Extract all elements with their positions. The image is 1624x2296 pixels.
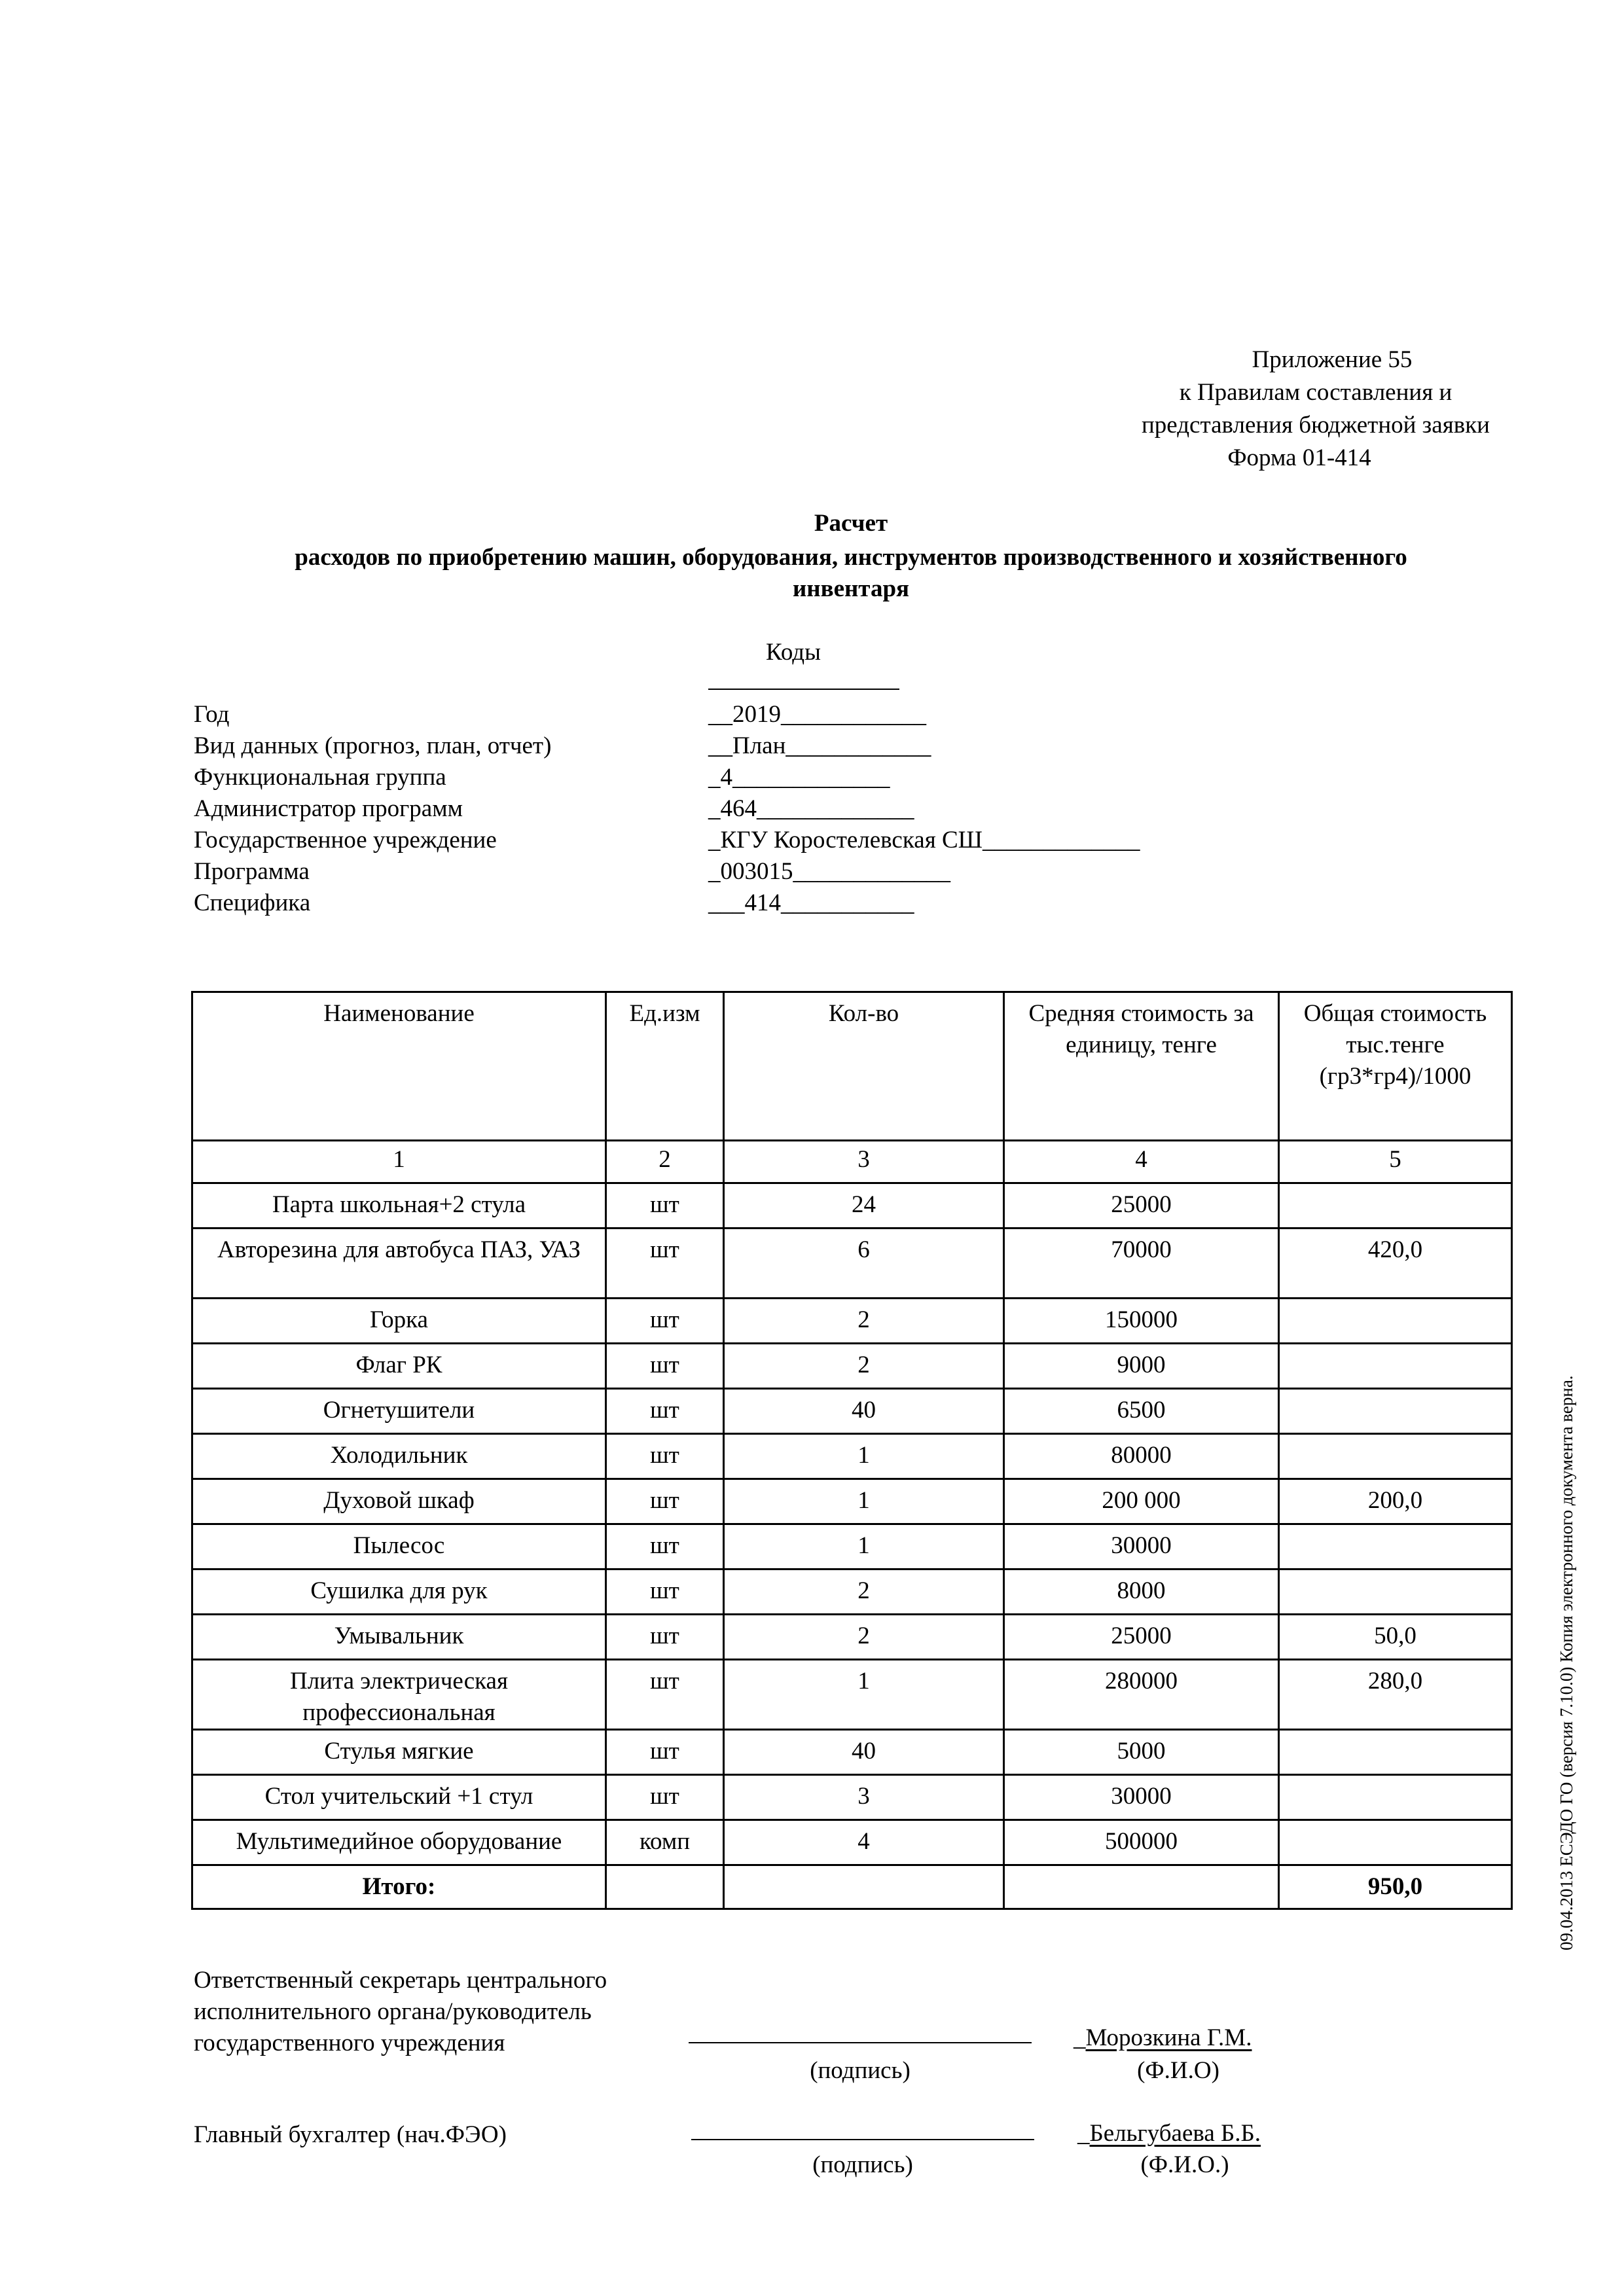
cell-price: 6500 bbox=[1004, 1389, 1279, 1434]
field-label: Государственное учреждение bbox=[194, 827, 497, 853]
cell-unit: комп bbox=[606, 1820, 724, 1865]
cell-total: 50,0 bbox=[1279, 1615, 1512, 1660]
cell-qty: 40 bbox=[724, 1389, 1004, 1434]
cell-unit: шт bbox=[606, 1183, 724, 1229]
header-qty: Кол-во bbox=[724, 992, 1004, 1141]
cell-name: Авторезина для автобуса ПАЗ, УАЗ bbox=[192, 1229, 606, 1299]
cell-total bbox=[1279, 1434, 1512, 1479]
cell-name: Холодильник bbox=[192, 1434, 606, 1479]
name-caption: (Ф.И.О) bbox=[1137, 2057, 1219, 2084]
cell-total bbox=[1279, 1183, 1512, 1229]
field-value: _КГУ Коростелевская СШ_____________ bbox=[708, 827, 1140, 853]
table-row bbox=[192, 1479, 1512, 1524]
cell-total bbox=[1279, 1775, 1512, 1820]
total-empty-cell bbox=[724, 1865, 1004, 1909]
column-number: 4 bbox=[1004, 1141, 1279, 1183]
table-row bbox=[192, 1299, 1512, 1344]
cell-total bbox=[1279, 1570, 1512, 1615]
cell-price: 25000 bbox=[1004, 1615, 1279, 1660]
field-value: _4_____________ bbox=[708, 764, 890, 791]
cell-price: 150000 bbox=[1004, 1299, 1279, 1344]
cell-total bbox=[1279, 1389, 1512, 1434]
column-number: 5 bbox=[1279, 1141, 1512, 1183]
signature-block-secretary bbox=[194, 1965, 607, 2059]
cell-qty: 3 bbox=[724, 1775, 1004, 1820]
cell-name: Парта школьная+2 стула bbox=[192, 1183, 606, 1229]
cell-unit: шт bbox=[606, 1229, 724, 1299]
cell-unit: шт bbox=[606, 1775, 724, 1820]
table-header-row bbox=[192, 992, 1512, 1141]
table-row bbox=[192, 1615, 1512, 1660]
cell-name: Огнетушители bbox=[192, 1389, 606, 1434]
cell-name: Умывальник bbox=[192, 1615, 606, 1660]
name-prefix-rule: _ bbox=[1077, 2120, 1090, 2147]
table-row bbox=[192, 1775, 1512, 1820]
role-line: Главный бухгалтер (нач.ФЭО) bbox=[194, 2121, 507, 2148]
field-label: Программа bbox=[194, 858, 310, 885]
edoc-verification-note: 09.04.2013 ЕСЭДО ГО (версия 7.10.0) Копия электронного документа верна. bbox=[1557, 1375, 1576, 1950]
cell-price: 25000 bbox=[1004, 1183, 1279, 1229]
cell-unit: шт bbox=[606, 1479, 724, 1524]
title-line-2: расходов по приобретению машин, оборудования, инструментов производственного и хозяйственного bbox=[295, 544, 1407, 571]
cell-total bbox=[1279, 1820, 1512, 1865]
field-value: _003015_____________ bbox=[708, 858, 950, 885]
field-label: Год bbox=[194, 701, 230, 728]
appendix-number: Приложение 55 bbox=[1252, 346, 1413, 373]
header-name: Наименование bbox=[192, 992, 606, 1141]
header-unit: Ед.изм bbox=[606, 992, 724, 1141]
codes-rule bbox=[708, 689, 899, 690]
cell-total bbox=[1279, 1524, 1512, 1570]
cell-name: Горка bbox=[192, 1299, 606, 1344]
cell-unit: шт bbox=[606, 1344, 724, 1389]
field-label: Вид данных (прогноз, план, отчет) bbox=[194, 732, 552, 759]
signer-name bbox=[1077, 2118, 1261, 2149]
cell-qty: 24 bbox=[724, 1183, 1004, 1229]
role-line: исполнительного органа/руководитель bbox=[194, 1998, 592, 2025]
signature-caption: (подпись) bbox=[810, 2057, 911, 2084]
cell-qty: 1 bbox=[724, 1660, 1004, 1730]
signer-name-text: Морозкина Г.М. bbox=[1085, 2024, 1252, 2051]
header-total-cost: Общая стоимость тыс.тенге (гр3*гр4)/1000 bbox=[1279, 992, 1512, 1141]
cell-name: Стулья мягкие bbox=[192, 1730, 606, 1775]
field-label: Функциональная группа bbox=[194, 764, 446, 791]
cell-total: 280,0 bbox=[1279, 1660, 1512, 1730]
signer-name-text: Бельгубаева Б.Б. bbox=[1089, 2120, 1261, 2147]
cell-total bbox=[1279, 1730, 1512, 1775]
cell-total bbox=[1279, 1299, 1512, 1344]
table-row bbox=[192, 1389, 1512, 1434]
total-value: 950,0 bbox=[1279, 1865, 1512, 1909]
appendix-rules-line: к Правилам составления и bbox=[1179, 379, 1453, 406]
total-empty-cell bbox=[606, 1865, 724, 1909]
name-prefix-rule: _ bbox=[1074, 2024, 1086, 2051]
cell-qty: 2 bbox=[724, 1344, 1004, 1389]
form-number: Форма 01-414 bbox=[1227, 444, 1371, 471]
cell-price: 8000 bbox=[1004, 1570, 1279, 1615]
cell-qty: 40 bbox=[724, 1730, 1004, 1775]
cell-price: 200 000 bbox=[1004, 1479, 1279, 1524]
column-number: 3 bbox=[724, 1141, 1004, 1183]
appendix-budget-line: представления бюджетной заявки bbox=[1141, 412, 1490, 439]
codes-label: Коды bbox=[766, 639, 821, 666]
field-value: _464_____________ bbox=[708, 795, 914, 822]
cell-qty: 4 bbox=[724, 1820, 1004, 1865]
cell-qty: 1 bbox=[724, 1434, 1004, 1479]
name-caption: (Ф.И.О.) bbox=[1140, 2151, 1229, 2178]
field-value: __2019____________ bbox=[708, 701, 926, 728]
column-number: 1 bbox=[192, 1141, 606, 1183]
cell-price: 30000 bbox=[1004, 1775, 1279, 1820]
table-row bbox=[192, 1183, 1512, 1229]
cell-name: Флаг РК bbox=[192, 1344, 606, 1389]
table-row bbox=[192, 1730, 1512, 1775]
column-number: 2 bbox=[606, 1141, 724, 1183]
cell-qty: 2 bbox=[724, 1615, 1004, 1660]
cell-price: 70000 bbox=[1004, 1229, 1279, 1299]
cell-unit: шт bbox=[606, 1730, 724, 1775]
table-row bbox=[192, 1344, 1512, 1389]
cell-unit: шт bbox=[606, 1615, 724, 1660]
cell-unit: шт bbox=[606, 1434, 724, 1479]
field-label: Специфика bbox=[194, 889, 311, 916]
cell-qty: 1 bbox=[724, 1479, 1004, 1524]
title-line-1: Расчет bbox=[814, 510, 888, 537]
field-value: __План____________ bbox=[708, 732, 931, 759]
cell-total: 420,0 bbox=[1279, 1229, 1512, 1299]
calculation-table bbox=[191, 991, 1513, 1910]
appendix-header bbox=[1106, 344, 1525, 475]
table-row bbox=[192, 1660, 1512, 1730]
cell-unit: шт bbox=[606, 1570, 724, 1615]
cell-name: Пылесос bbox=[192, 1524, 606, 1570]
cell-qty: 2 bbox=[724, 1299, 1004, 1344]
cell-unit: шт bbox=[606, 1389, 724, 1434]
cell-qty: 6 bbox=[724, 1229, 1004, 1299]
cell-price: 500000 bbox=[1004, 1820, 1279, 1865]
cell-price: 80000 bbox=[1004, 1434, 1279, 1479]
cell-qty: 1 bbox=[724, 1524, 1004, 1570]
role-line: Ответственный секретарь центрального bbox=[194, 1967, 607, 1994]
signature-line bbox=[691, 2139, 1034, 2140]
header-avg-price: Средняя стоимость за единицу, тенге bbox=[1004, 992, 1279, 1141]
table-row bbox=[192, 1434, 1512, 1479]
table-row bbox=[192, 1820, 1512, 1865]
cell-price: 280000 bbox=[1004, 1660, 1279, 1730]
cell-name: Мультимедийное оборудование bbox=[192, 1820, 606, 1865]
table-row bbox=[192, 1570, 1512, 1615]
total-label: Итого: bbox=[192, 1865, 606, 1909]
cell-unit: шт bbox=[606, 1299, 724, 1344]
title-line-3: инвентаря bbox=[792, 575, 910, 602]
cell-total: 200,0 bbox=[1279, 1479, 1512, 1524]
signature-line bbox=[689, 2042, 1032, 2043]
cell-name: Духовой шкаф bbox=[192, 1479, 606, 1524]
cell-unit: шт bbox=[606, 1660, 724, 1730]
signature-block-accountant bbox=[194, 2119, 507, 2151]
cell-name: Сушилка для рук bbox=[192, 1570, 606, 1615]
table-total-row bbox=[192, 1865, 1512, 1909]
cell-unit: шт bbox=[606, 1524, 724, 1570]
total-empty-cell bbox=[1004, 1865, 1279, 1909]
cell-total bbox=[1279, 1344, 1512, 1389]
cell-qty: 2 bbox=[724, 1570, 1004, 1615]
cell-name: Стол учительский +1 стул bbox=[192, 1775, 606, 1820]
cell-price: 30000 bbox=[1004, 1524, 1279, 1570]
field-value: ___414___________ bbox=[708, 889, 914, 916]
document-title bbox=[191, 508, 1511, 605]
signature-caption: (подпись) bbox=[812, 2151, 913, 2178]
cell-price: 5000 bbox=[1004, 1730, 1279, 1775]
column-number-row bbox=[192, 1141, 1512, 1183]
table-row bbox=[192, 1229, 1512, 1299]
table-row bbox=[192, 1524, 1512, 1570]
cell-name: Плита электрическая профессиональная bbox=[192, 1660, 606, 1730]
signer-name bbox=[1074, 2022, 1252, 2054]
cell-price: 9000 bbox=[1004, 1344, 1279, 1389]
field-label: Администратор программ bbox=[194, 795, 463, 822]
role-line: государственного учреждения bbox=[194, 2030, 505, 2056]
